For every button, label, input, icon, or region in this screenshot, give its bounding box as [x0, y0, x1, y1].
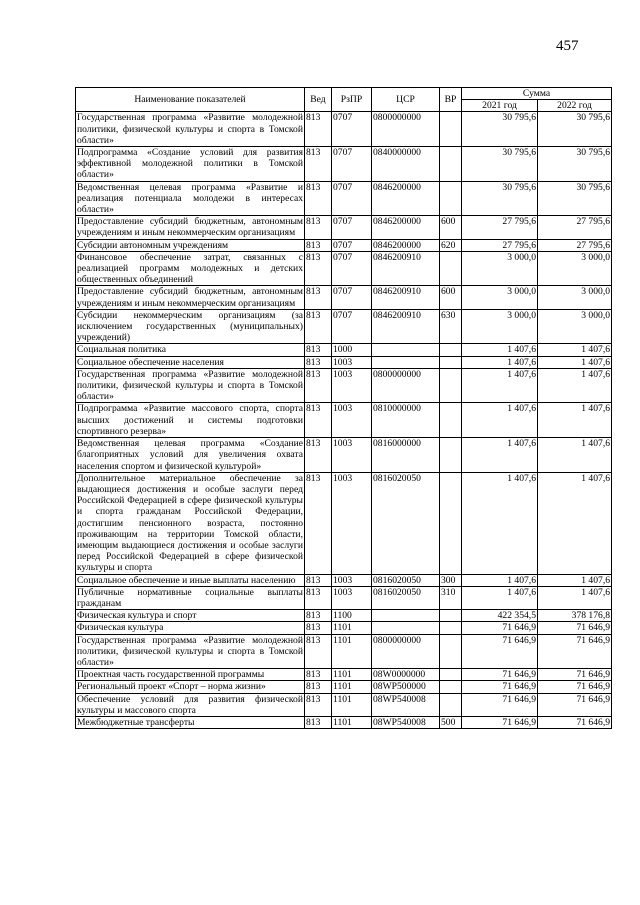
cell-name: Обеспечение условий для развития физической культуры и массового спорта — [77, 693, 303, 716]
cell-ved: 813 — [305, 181, 332, 216]
table-row — [76, 586, 612, 609]
cell-ved: 813 — [305, 681, 332, 693]
cell-2022: 30 795,6 — [538, 147, 612, 182]
cell-csr: 0800000000 — [372, 112, 440, 147]
cell-2022: 1 407,6 — [538, 403, 612, 438]
cell-ved: 813 — [305, 716, 332, 728]
cell-csr: 0816020050 — [372, 574, 440, 586]
budget-table — [75, 87, 612, 729]
cell-2022: 3 000,0 — [538, 286, 612, 309]
cell-ved: 813 — [305, 216, 332, 239]
header-rzpr: РзПР — [332, 88, 372, 112]
cell-2021: 1 407,6 — [462, 438, 538, 473]
cell-rzpr: 1003 — [332, 472, 372, 574]
table-row — [76, 356, 612, 368]
cell-csr: 0846200910 — [372, 309, 440, 344]
cell-2022: 378 176,8 — [538, 610, 612, 622]
table-row — [76, 216, 612, 239]
cell-csr: 0810000000 — [372, 403, 440, 438]
cell-2021: 422 354,5 — [462, 610, 538, 622]
cell-ved: 813 — [305, 438, 332, 473]
cell-vr: 300 — [440, 574, 462, 586]
table-row — [76, 286, 612, 309]
cell-2021: 3 000,0 — [462, 251, 538, 286]
cell-csr: 08WP540008 — [372, 716, 440, 728]
header-ved: Вед — [305, 88, 332, 112]
cell-csr: 08WP540008 — [372, 693, 440, 716]
cell-ved: 813 — [305, 574, 332, 586]
cell-ved: 813 — [305, 251, 332, 286]
cell-2021: 27 795,6 — [462, 216, 538, 239]
cell-rzpr: 0707 — [332, 112, 372, 147]
cell-vr — [440, 403, 462, 438]
cell-name: Межбюджетные трансферты — [76, 716, 305, 728]
cell-2022: 1 407,6 — [538, 438, 612, 473]
cell-vr: 500 — [440, 716, 462, 728]
table-row — [76, 472, 612, 574]
cell-2022: 71 646,9 — [538, 634, 612, 669]
table-row — [76, 681, 612, 693]
cell-name: Субсидии некоммерческим организациям (за исключением государственных (муниципальных) учреждений) — [77, 309, 303, 344]
cell-csr: 0846200000 — [372, 239, 440, 251]
cell-2022: 1 407,6 — [538, 356, 612, 368]
cell-2022: 1 407,6 — [538, 586, 612, 609]
cell-2022: 1 407,6 — [538, 344, 612, 356]
cell-ved: 813 — [305, 622, 332, 634]
cell-ved: 813 — [305, 112, 332, 147]
cell-name: Публичные нормативные социальные выплаты гражданам — [77, 586, 303, 609]
cell-csr: 0846200910 — [372, 251, 440, 286]
table-row — [76, 147, 612, 182]
cell-ved: 813 — [305, 634, 332, 669]
cell-ved: 813 — [305, 610, 332, 622]
cell-vr — [440, 251, 462, 286]
cell-2021: 71 646,9 — [462, 716, 538, 728]
cell-rzpr: 1003 — [332, 356, 372, 368]
cell-rzpr: 1101 — [332, 716, 372, 728]
cell-rzpr: 0707 — [332, 147, 372, 182]
cell-rzpr: 1101 — [332, 622, 372, 634]
cell-2021: 71 646,9 — [462, 669, 538, 681]
table-row — [76, 181, 612, 216]
table-row — [76, 622, 612, 634]
cell-2022: 71 646,9 — [538, 681, 612, 693]
cell-vr — [440, 622, 462, 634]
cell-csr: 0846200000 — [372, 181, 440, 216]
cell-vr — [440, 112, 462, 147]
cell-ved: 813 — [305, 344, 332, 356]
cell-2021: 3 000,0 — [462, 309, 538, 344]
cell-name: Предоставление субсидий бюджетным, автономным учреждениям и иным некоммерческим организациям — [77, 286, 303, 309]
cell-csr: 0816000000 — [372, 438, 440, 473]
cell-2021: 71 646,9 — [462, 634, 538, 669]
cell-name: Ведомственная целевая программа «Создание благоприятных условий для увеличения охвата населения спортом и физической культурой» — [77, 438, 303, 472]
cell-name: Подпрограмма «Развитие массового спорта, спорта высших достижений и системы подготовки спортивного резерва» — [77, 403, 303, 437]
table-row — [76, 344, 612, 356]
table-header — [76, 88, 612, 112]
cell-name: Физическая культура — [76, 622, 305, 634]
cell-rzpr: 0707 — [332, 309, 372, 344]
cell-csr: 0846200910 — [372, 286, 440, 309]
header-csr: ЦСР — [372, 88, 440, 112]
cell-vr — [440, 693, 462, 716]
cell-2022: 1 407,6 — [538, 574, 612, 586]
cell-csr: 0816020050 — [372, 586, 440, 609]
header-2021: 2021 год — [462, 100, 538, 112]
cell-name: Субсидии автономным учреждениям — [76, 239, 305, 251]
cell-ved: 813 — [305, 356, 332, 368]
cell-ved: 813 — [305, 147, 332, 182]
cell-2021: 71 646,9 — [462, 622, 538, 634]
cell-name: Дополнительное материальное обеспечение за выдающиеся достижения и особые заслуги перед Российской Федерацией в сфере физической культуры и спорта гражданам Российской Федерации, достигшим пенсионного возраста, постоянно проживающим на территории Томской области, имеющим выдающиеся достижения и особые заслуги перед Российской Федерацией в сфере физической культуры и спорта — [77, 472, 303, 574]
cell-csr: 08W0000000 — [372, 669, 440, 681]
cell-2022: 1 407,6 — [538, 472, 612, 574]
cell-2021: 3 000,0 — [462, 286, 538, 309]
cell-vr — [440, 669, 462, 681]
table-row — [76, 669, 612, 681]
cell-rzpr: 1003 — [332, 438, 372, 473]
cell-2022: 71 646,9 — [538, 622, 612, 634]
cell-2021: 1 407,6 — [462, 403, 538, 438]
cell-rzpr: 1101 — [332, 681, 372, 693]
cell-2021: 30 795,6 — [462, 181, 538, 216]
cell-rzpr: 0707 — [332, 286, 372, 309]
cell-csr: 0800000000 — [372, 368, 440, 403]
table-row — [76, 368, 612, 403]
cell-vr — [440, 472, 462, 574]
cell-csr: 0800000000 — [372, 634, 440, 669]
cell-name: Региональный проект «Спорт – норма жизни» — [76, 681, 305, 693]
cell-rzpr: 1101 — [332, 669, 372, 681]
cell-name: Социальная политика — [76, 344, 305, 356]
cell-csr — [372, 356, 440, 368]
cell-rzpr: 1100 — [332, 610, 372, 622]
cell-vr — [440, 344, 462, 356]
cell-csr: 08WP500000 — [372, 681, 440, 693]
cell-2022: 27 795,6 — [538, 239, 612, 251]
cell-ved: 813 — [305, 286, 332, 309]
cell-ved: 813 — [305, 368, 332, 403]
cell-2021: 27 795,6 — [462, 239, 538, 251]
cell-vr — [440, 438, 462, 473]
cell-csr: 0846200000 — [372, 216, 440, 239]
cell-2021: 30 795,6 — [462, 147, 538, 182]
table-row — [76, 634, 612, 669]
cell-2022: 27 795,6 — [538, 216, 612, 239]
cell-csr — [372, 622, 440, 634]
cell-name: Ведомственная целевая программа «Развитие и реализация потенциала молодежи в интересах области» — [77, 181, 303, 216]
cell-rzpr: 1003 — [332, 574, 372, 586]
cell-rzpr: 1003 — [332, 586, 372, 609]
cell-rzpr: 0707 — [332, 181, 372, 216]
table-row — [76, 239, 612, 251]
cell-2021: 1 407,6 — [462, 356, 538, 368]
cell-2022: 30 795,6 — [538, 112, 612, 147]
cell-2022: 3 000,0 — [538, 309, 612, 344]
cell-ved: 813 — [305, 403, 332, 438]
cell-ved: 813 — [305, 693, 332, 716]
header-name: Наименование показателей — [76, 88, 305, 112]
cell-2021: 1 407,6 — [462, 586, 538, 609]
cell-vr: 620 — [440, 239, 462, 251]
cell-vr: 310 — [440, 586, 462, 609]
header-vr: ВР — [440, 88, 462, 112]
table-row — [76, 403, 612, 438]
cell-csr — [372, 344, 440, 356]
cell-2022: 71 646,9 — [538, 669, 612, 681]
cell-name: Предоставление субсидий бюджетным, автономным учреждениям и иным некоммерческим организациям — [77, 216, 303, 239]
cell-2022: 1 407,6 — [538, 368, 612, 403]
cell-ved: 813 — [305, 586, 332, 609]
cell-csr: 0816020050 — [372, 472, 440, 574]
table-row — [76, 438, 612, 473]
cell-2022: 30 795,6 — [538, 181, 612, 216]
cell-name: Финансовое обеспечение затрат, связанных с реализацией программ молодежных и детских общественных объединений — [77, 251, 303, 286]
cell-name: Проектная часть государственной программы — [76, 669, 305, 681]
cell-2021: 1 407,6 — [462, 344, 538, 356]
table-row — [76, 112, 612, 147]
cell-vr — [440, 356, 462, 368]
page-number: 457 — [556, 38, 579, 54]
cell-name: Социальное обеспечение населения — [76, 356, 305, 368]
cell-csr — [372, 610, 440, 622]
cell-ved: 813 — [305, 472, 332, 574]
table-row — [76, 610, 612, 622]
cell-name: Физическая культура и спорт — [76, 610, 305, 622]
cell-vr — [440, 610, 462, 622]
cell-vr — [440, 368, 462, 403]
cell-name: Государственная программа «Развитие молодежной политики, физической культуры и спорта в Томской области» — [77, 112, 303, 146]
cell-rzpr: 1101 — [332, 693, 372, 716]
table-row — [76, 716, 612, 728]
cell-csr: 0840000000 — [372, 147, 440, 182]
cell-vr: 630 — [440, 309, 462, 344]
cell-2022: 3 000,0 — [538, 251, 612, 286]
table-row — [76, 693, 612, 716]
cell-2021: 1 407,6 — [462, 472, 538, 574]
cell-2021: 71 646,9 — [462, 681, 538, 693]
cell-rzpr: 1003 — [332, 403, 372, 438]
cell-2022: 71 646,9 — [538, 716, 612, 728]
cell-2021: 1 407,6 — [462, 368, 538, 403]
table-row — [76, 574, 612, 586]
cell-ved: 813 — [305, 309, 332, 344]
cell-ved: 813 — [305, 669, 332, 681]
cell-name: Государственная программа «Развитие молодежной политики, физической культуры и спорта в Томской области» — [77, 368, 303, 403]
cell-vr: 600 — [440, 216, 462, 239]
cell-ved: 813 — [305, 239, 332, 251]
cell-vr — [440, 147, 462, 182]
table-row — [76, 251, 612, 286]
cell-rzpr: 0707 — [332, 251, 372, 286]
cell-vr — [440, 681, 462, 693]
cell-name: Подпрограмма «Создание условий для развития эффективной молодежной политики в Томской области» — [77, 147, 303, 181]
cell-2021: 30 795,6 — [462, 112, 538, 147]
table-row — [76, 309, 612, 344]
cell-2022: 71 646,9 — [538, 693, 612, 716]
cell-vr: 600 — [440, 286, 462, 309]
table-body — [76, 112, 612, 729]
cell-2021: 71 646,9 — [462, 693, 538, 716]
cell-rzpr: 1003 — [332, 368, 372, 403]
header-sum: Сумма — [462, 88, 612, 100]
cell-name: Государственная программа «Развитие молодежной политики, физической культуры и спорта в Томской области» — [77, 634, 303, 668]
cell-rzpr: 1101 — [332, 634, 372, 669]
cell-vr — [440, 634, 462, 669]
header-2022: 2022 год — [538, 100, 612, 112]
cell-vr — [440, 181, 462, 216]
cell-rzpr: 0707 — [332, 216, 372, 239]
cell-2021: 1 407,6 — [462, 574, 538, 586]
cell-name: Социальное обеспечение и иные выплаты населению — [76, 574, 305, 586]
cell-rzpr: 0707 — [332, 239, 372, 251]
cell-rzpr: 1000 — [332, 344, 372, 356]
